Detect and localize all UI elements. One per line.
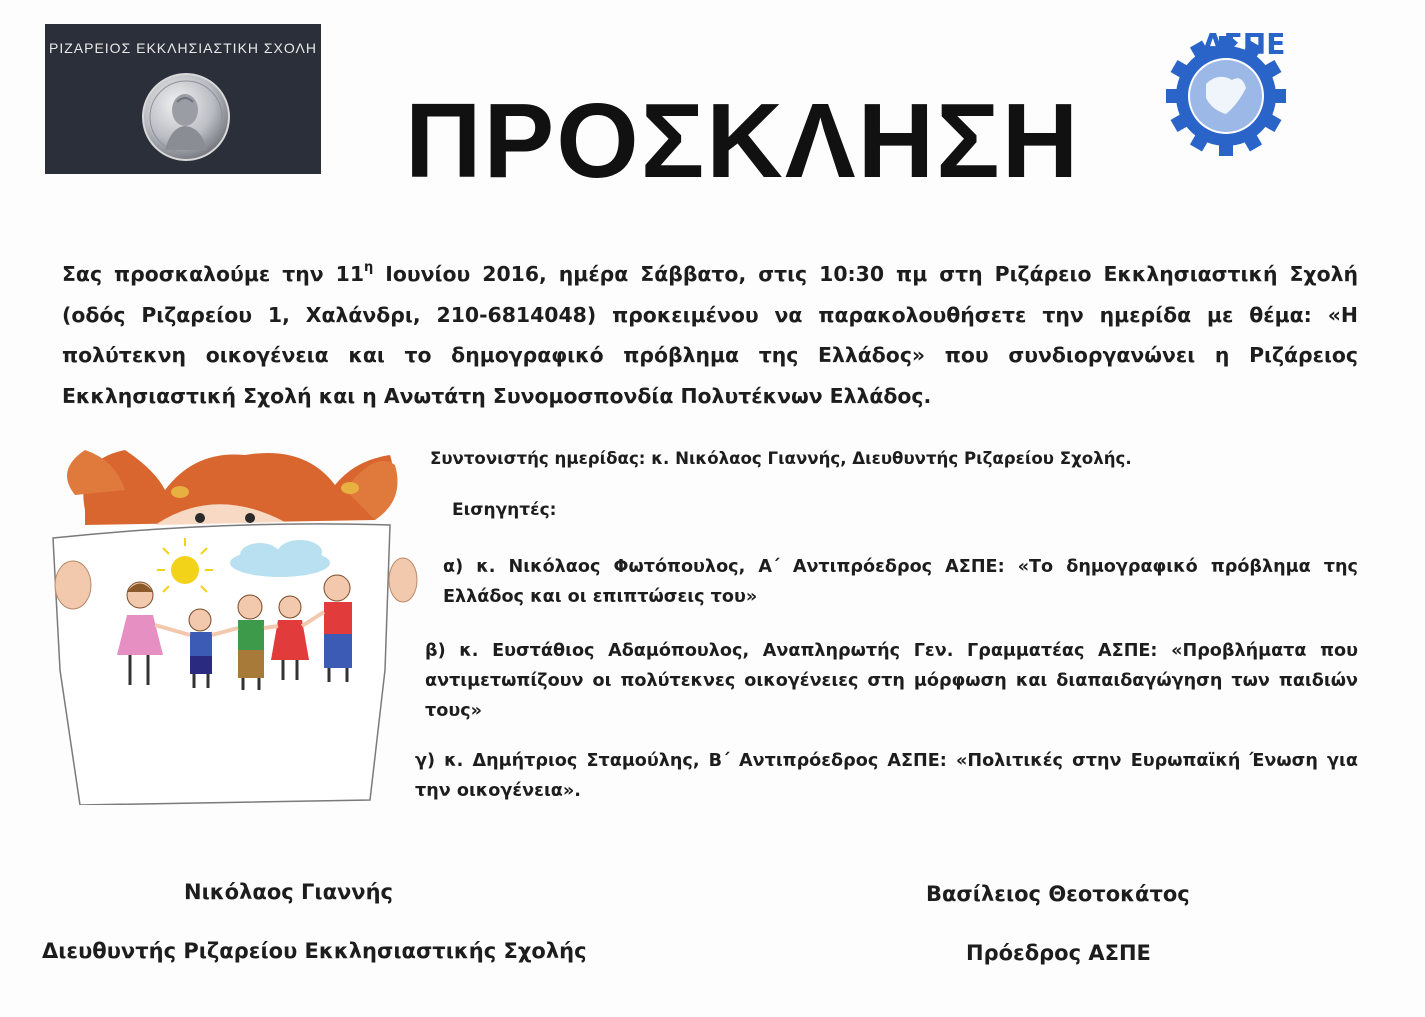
speakers-label: Εισηγητές: [452, 500, 557, 520]
school-logo [45, 24, 321, 174]
aspe-logo [1140, 14, 1310, 174]
invitation-paragraph [62, 254, 1358, 416]
child-drawing-illustration [45, 430, 420, 805]
medallion-icon [141, 72, 231, 162]
signature-left-name: Νικόλαος Γιαννής [184, 880, 394, 904]
signature-right-title: Πρόεδρος ΑΣΠΕ [966, 941, 1151, 965]
coordinator-line: Συντονιστής ημερίδας: κ. Νικόλαος Γιαννής, Διευθυντής Ριζαρείου Σχολής. [430, 449, 1132, 468]
signature-left-title: Διευθυντής Ριζαρείου Εκκλησιαστικής Σχολής [42, 939, 587, 963]
intro-superscript: η [364, 260, 374, 275]
school-logo-text: ΡΙΖΑΡΕΙΟΣ ΕΚΚΛΗΣΙΑΣΤΙΚΗ ΣΧΟΛΗ [49, 40, 317, 56]
speaker-item: α) κ. Νικόλαος Φωτόπουλος, Α΄ Αντιπρόεδρος ΑΣΠΕ: «Το δημογραφικό πρόβλημα της Ελλάδος και οι επιπτώσεις του» [443, 557, 1358, 607]
speaker-item: β) κ. Ευστάθιος Αδαμόπουλος, Αναπληρωτής Γεν. Γραμματέας ΑΣΠΕ: «Προβλήματα που αντιμετωπίζουν οι πολύτεκνες οικογένειες στη μόρφωση και διαπαιδαγώγηση των παιδιών τους» [425, 641, 1358, 721]
page-title: ΠΡΟΣΚΛΗΣΗ [405, 82, 1081, 200]
speaker-item: γ) κ. Δημήτριος Σταμούλης, Β΄ Αντιπρόεδρος ΑΣΠΕ: «Πολιτικές στην Ευρωπαϊκή Ένωση για την οικογένεια». [415, 751, 1358, 801]
intro-part2: Ιουνίου 2016, ημέρα Σάββατο, στις 10:30 πμ στη Ριζάρειο Εκκλησιαστική Σχολή (οδός Ριζαρείου 1, Χαλάνδρι, 210-6814048) προκειμένου να παρακολουθήσετε την ημερίδα με θέμα: «Η πολύτεκνη οικογένεια και το δημογραφικό πρόβλημα της Ελλάδος» που συνδιοργανώνει η Ριζάρειος Εκκλησιαστική Σχολή και η Ανωτάτη Συνομοσπονδία Πολυτέκνων Ελλάδος. [62, 262, 1359, 408]
aspe-logo-text: ΑΣΠΕ [1202, 28, 1286, 61]
signature-right-name: Βασίλειος Θεοτοκάτος [926, 882, 1190, 906]
intro-part1: Σας προσκαλούμε την 11 [62, 262, 365, 286]
